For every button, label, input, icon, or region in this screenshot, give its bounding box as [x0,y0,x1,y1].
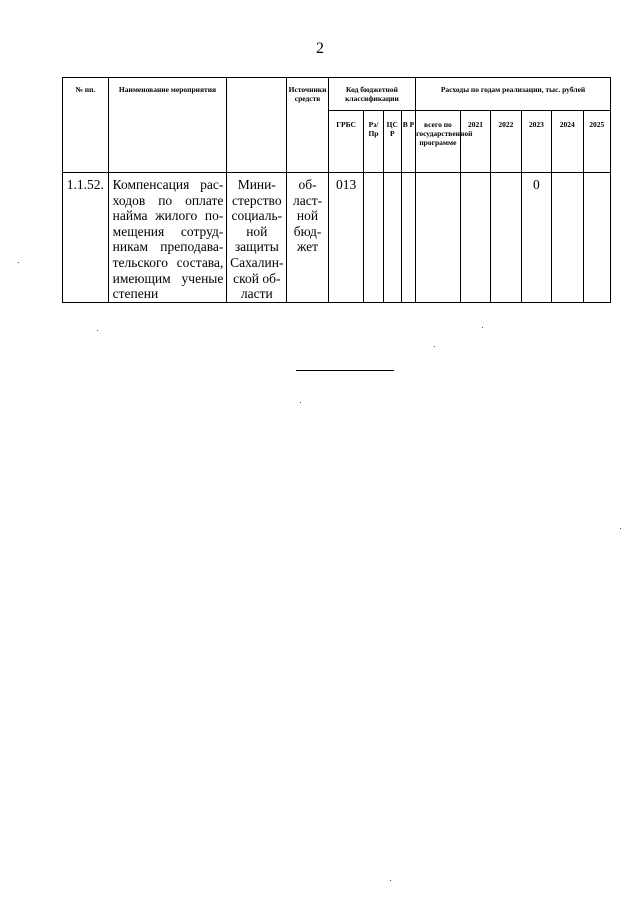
header-2023: 2023 [521,111,551,173]
row-rz-pr [364,173,383,303]
scan-speck [620,528,621,529]
header-2025: 2025 [583,111,611,173]
header-source: Источники средств [287,78,329,173]
row-source-line: ласт- [292,192,323,208]
row-2024 [552,173,583,303]
row-executor-line: защиты [234,239,279,255]
header-csr: ЦС Р [383,111,401,173]
header-vr: В Р [401,111,415,173]
page-number: 2 [316,40,324,57]
header-name: Наименование мероприятия [108,78,227,173]
scan-speck [18,262,19,263]
row-source-line: жет [297,239,319,255]
row-name-line: тельского состава, [112,254,224,270]
scan-speck [482,327,483,328]
header-rz-pr: Рз/ Пр [364,111,383,173]
header-2024: 2024 [552,111,583,173]
row-2022 [491,173,521,303]
row-executor-line: ной [246,223,268,239]
row-vr [401,173,415,303]
row-num: 1.1.52. [63,173,109,303]
row-name [108,173,227,303]
row-executor-line: стерство [232,192,282,208]
row-executor [227,173,287,303]
budget-table [62,77,611,303]
header-total: всего по государственной программе [416,111,461,173]
end-divider [296,370,394,371]
header-expenses: Расходы по годам реализации, тыс. рублей [416,78,611,111]
row-executor-line: Мини- [237,177,276,192]
row-2023: 0 [521,173,551,303]
header-num: № пп. [63,78,109,173]
row-executor-line: Сахалин- [230,254,284,270]
row-executor-line: ской об- [233,270,281,286]
scan-speck [97,330,98,331]
row-name-line: степени [112,286,159,302]
header-budget-code: Код бюджетной классификации [328,78,415,111]
row-csr [383,173,401,303]
row-source-line: об- [298,177,317,192]
row-source-line: ной [296,208,319,224]
row-source-line: бюд- [293,223,322,239]
row-name-line: имеющим ученые [112,270,224,286]
row-name-line: никам преподава- [112,239,224,255]
row-name-line: ходов по оплате [112,192,224,208]
row-2025 [583,173,611,303]
row-2021 [460,173,490,303]
row-name-line: найма жилого по- [112,208,224,224]
row-source [287,173,329,303]
header-executor [227,78,287,173]
row-executor-line: социаль- [231,208,283,224]
row-grbs: 013 [328,173,364,303]
row-name-line: мещения сотруд- [112,223,224,239]
header-2022: 2022 [491,111,521,173]
row-total [416,173,461,303]
row-name-line: Компенсация рас- [112,177,224,192]
row-executor-line: ласти [240,286,273,302]
scan-speck [300,402,301,403]
scan-speck [434,346,435,347]
header-2021: 2021 [460,111,490,173]
header-grbs: ГРБС [328,111,364,173]
scan-speck [390,880,391,881]
